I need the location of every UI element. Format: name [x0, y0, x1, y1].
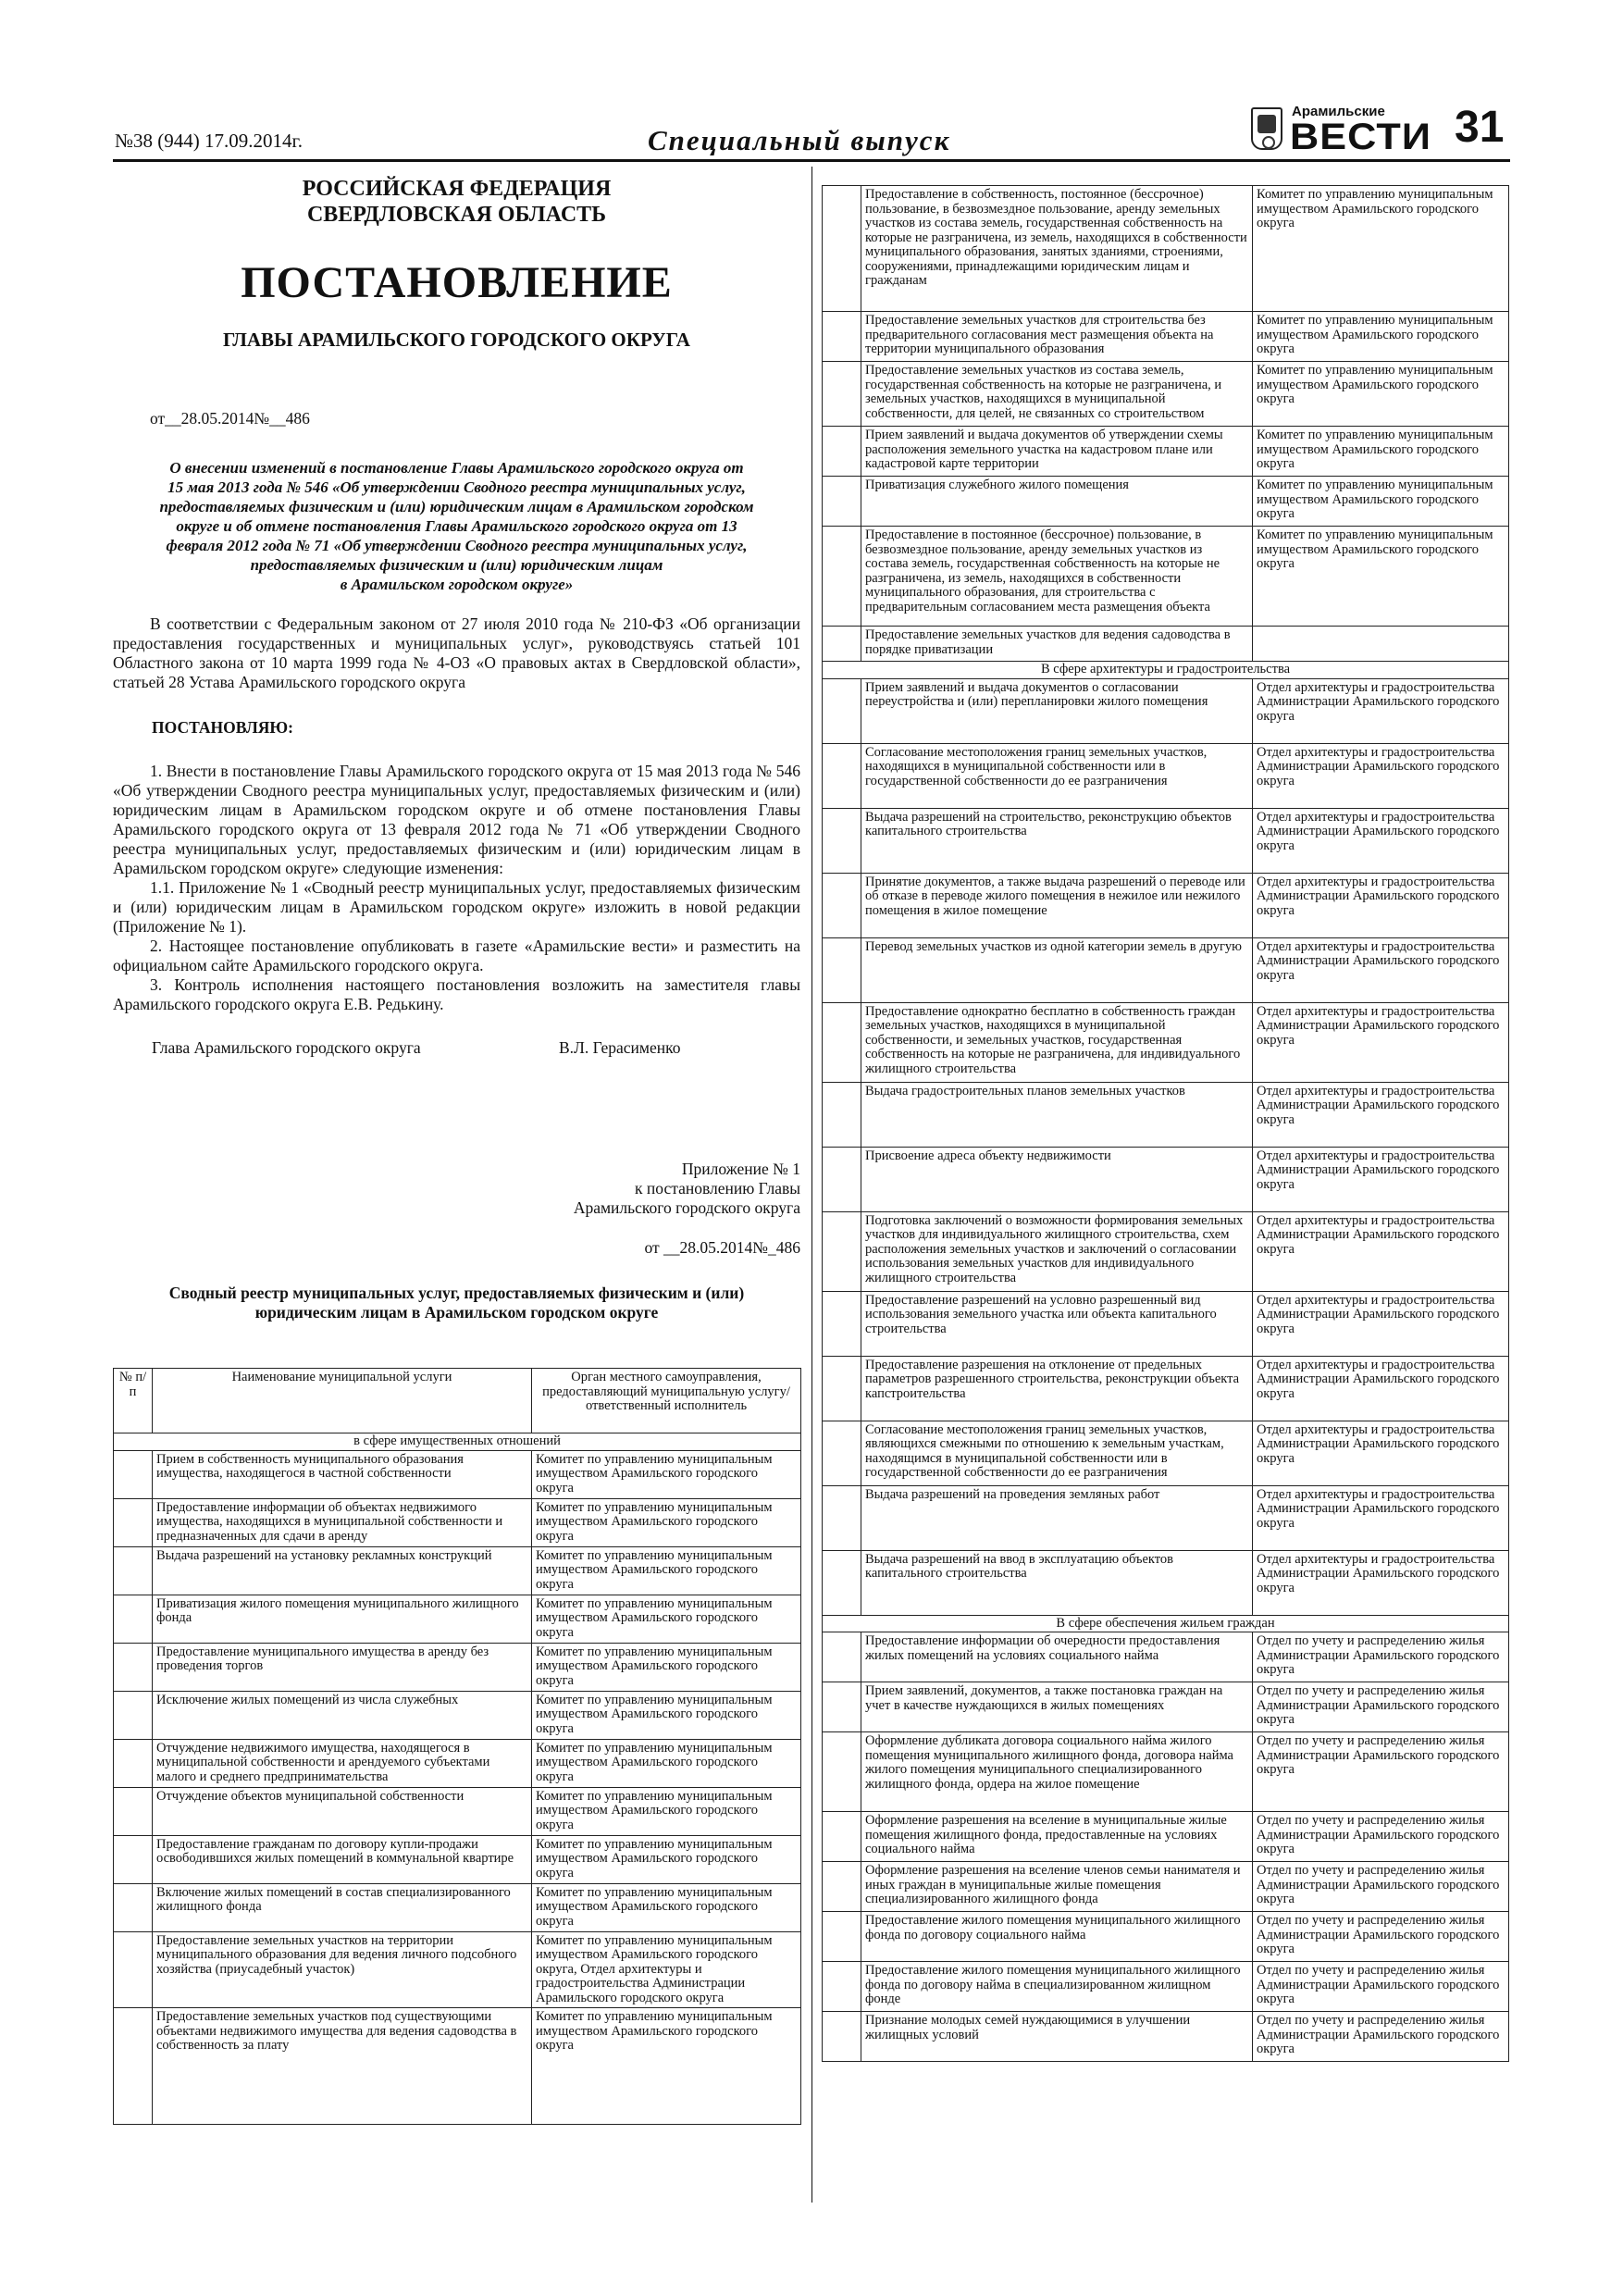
table-row	[823, 1485, 1509, 1550]
row-number	[823, 1682, 861, 1732]
service-name: Предоставление в постоянное (бессрочное) пользование, в безвозмездное пользование, аренду земельных участков из состава земель, государственная собственность на которые не разграничена, из земель, находящихся в собственности муниципального образования, для строительства с предварительным согласованием места размещения объекта	[861, 527, 1253, 627]
col-number: № п/п	[114, 1369, 153, 1433]
row-number	[114, 1835, 153, 1883]
responsible-organ: Комитет по управлению муниципальным имуществом Арамильского городского округа	[532, 1546, 801, 1595]
signature-block	[113, 1038, 800, 1058]
row-number	[114, 1691, 153, 1739]
service-name: Согласование местоположения границ земельных участков, находящихся в муниципальной собственности или в государственной собственности до ее разграничения	[861, 743, 1253, 808]
service-name: Прием заявлений и выдача документов о согласовании переустройства и (или) перепланировки жилого помещения	[861, 678, 1253, 743]
table-row	[823, 937, 1509, 1002]
section-row	[823, 1615, 1509, 1632]
service-name: Исключение жилых помещений из числа служебных	[153, 1691, 532, 1739]
table-row	[823, 1962, 1509, 2012]
section-row	[823, 662, 1509, 679]
logo-main-text: ВЕСТИ	[1290, 117, 1431, 157]
row-number	[823, 1912, 861, 1962]
col-service-name: Наименование муниципальной услуги	[153, 1369, 532, 1433]
table-row	[823, 1550, 1509, 1615]
service-name: Оформление дубликата договора социального найма жилого помещения муниципального жилищного фонда, договора найма жилого помещения муниципального специализированного жилищного фонда, ордера на жилое помещение	[861, 1732, 1253, 1812]
table-row	[114, 1498, 801, 1546]
section-row	[114, 1433, 801, 1451]
service-name: Предоставление муниципального имущества в аренду без проведения торгов	[153, 1643, 532, 1691]
responsible-organ: Комитет по управлению муниципальным имуществом Арамильского городского округа	[532, 1595, 801, 1643]
service-name: Выдача разрешений на проведения земляных работ	[861, 1485, 1253, 1550]
signer-name: В.Л. Герасименко	[559, 1038, 681, 1057]
row-number	[114, 1787, 153, 1835]
title-line: О внесении изменений в постановление Главы Арамильского городского округа от	[169, 459, 744, 477]
row-number	[823, 427, 861, 477]
responsible-organ: Комитет по управлению муниципальным имуществом Арамильского городского округа	[532, 1835, 801, 1883]
responsible-organ: Комитет по управлению муниципальным имуществом Арамильского городского округа	[1253, 362, 1509, 427]
row-number	[823, 1962, 861, 2012]
responsible-organ: Комитет по управлению муниципальным имуществом Арамильского городского округа	[532, 1643, 801, 1691]
row-number	[823, 1421, 861, 1485]
table-header-row	[114, 1369, 801, 1433]
table-row	[823, 1682, 1509, 1732]
table-row	[823, 1291, 1509, 1356]
document-type: ПОСТАНОВЛЕНИЕ	[241, 258, 673, 307]
responsible-organ: Отдел архитектуры и градостроительства Администрации Арамильского городского округа	[1253, 1356, 1509, 1421]
row-number	[114, 1498, 153, 1546]
appendix-block	[113, 1160, 800, 1322]
issue-info: №38 (944) 17.09.2014г.	[115, 130, 304, 152]
service-name: Предоставление в собственность, постоянное (бессрочное) пользование, в безвозмездное пользование, аренду земельных участков из состава земель, государственная собственность на которые не разграничена, из земель, находящихся в собственности муниципального образования, занятых зданиями, строениями, сооружениями, принадлежащими юридическим лицам и гражданам	[861, 186, 1253, 312]
signer-role: Глава Арамильского городского округа	[152, 1038, 421, 1057]
row-number	[823, 1732, 861, 1812]
title-line: февраля 2012 года № 71 «Об утверждении Сводного реестра муниципальных услуг,	[166, 537, 748, 554]
item-2: 2. Настоящее постановление опубликовать в газете «Арамильские вести» и разместить на официальном сайте Арамильского городского округа.	[113, 937, 800, 974]
table-row	[823, 186, 1509, 312]
responsible-organ: Отдел архитектуры и градостроительства Администрации Арамильского городского округа	[1253, 1485, 1509, 1550]
newspaper-logo	[1251, 104, 1431, 157]
item-1: 1. Внести в постановление Главы Арамильского городского округа от 15 мая 2013 года № 546 «Об утверждении Сводного реестра муниципальных услуг, предоставляемых физическим и (или) юридическим лицам в Арамильском городском округе и об отмене постановления Главы Арамильского городского округа от 13 февраля 2012 года № 71 «Об утверждении Сводного реестра муниципальных услуг, предоставляемых физическим и (или) юридическим лицам в Арамильском городском округе» следующие изменения:	[113, 762, 800, 877]
responsible-organ: Отдел по учету и распределению жилья Администрации Арамильского городского округа	[1253, 2012, 1509, 2062]
service-name: Предоставление информации об объектах недвижимого имущества, находящихся в муниципальной собственности и предназначенных для сдачи в аренду	[153, 1498, 532, 1546]
table-row	[823, 1421, 1509, 1485]
registry-table-left	[113, 1368, 801, 2125]
coat-of-arms-icon	[1251, 107, 1282, 150]
table-row	[823, 527, 1509, 627]
table-row	[114, 1546, 801, 1595]
responsible-organ: Комитет по управлению муниципальным имуществом Арамильского городского округа	[1253, 427, 1509, 477]
service-name: Признание молодых семей нуждающимися в улучшении жилищных условий	[861, 2012, 1253, 2062]
registry-table-right	[822, 185, 1509, 2062]
table-row	[114, 1835, 801, 1883]
responsible-organ: Комитет по управлению муниципальным имуществом Арамильского городского округа	[1253, 477, 1509, 527]
appendix-date: от __28.05.2014№_486	[644, 1238, 800, 1257]
col-organ: Орган местного самоуправления, предоставляющий муниципальную услугу/ ответственный исполнитель	[532, 1369, 801, 1433]
service-name: Предоставление гражданам по договору купли-продажи освободившихся жилых помещений в коммунальной квартире	[153, 1835, 532, 1883]
table-row	[114, 1595, 801, 1643]
title-line: округе и об отмене постановления Главы Арамильского городского округа от 13	[176, 517, 737, 535]
table-row	[114, 1691, 801, 1739]
responsible-organ: Отдел по учету и распределению жилья Администрации Арамильского городского округа	[1253, 1732, 1509, 1812]
table-row	[114, 1883, 801, 1931]
service-name: Предоставление жилого помещения муниципального жилищного фонда по договору социального найма	[861, 1912, 1253, 1962]
responsible-organ: Отдел по учету и распределению жилья Администрации Арамильского городского округа	[1253, 1862, 1509, 1912]
newspaper-header	[0, 0, 1623, 167]
appendix-line: Арамильского городского округа	[573, 1198, 800, 1217]
service-name: Выдача разрешений на установку рекламных конструкций	[153, 1546, 532, 1595]
responsible-organ: Отдел архитектуры и градостроительства Администрации Арамильского городского округа	[1253, 1082, 1509, 1147]
service-name: Предоставление земельных участков на территории муниципального образования для ведения личного подсобного хозяйства (приусадебный участок)	[153, 1931, 532, 2008]
table-row	[823, 1912, 1509, 1962]
table-row	[114, 2008, 801, 2125]
service-name: Предоставление однократно бесплатно в собственность граждан земельных участков, находящихся в муниципальной собственности, и земельных участков, государственная собственность на которые не разграничена, для индивидуального жилищного строительства	[861, 1002, 1253, 1082]
responsible-organ: Отдел архитектуры и градостроительства Администрации Арамильского городского округа	[1253, 1002, 1509, 1082]
row-number	[114, 1450, 153, 1498]
row-number	[823, 312, 861, 362]
service-name: Предоставление разрешений на условно разрешенный вид использования земельного участка или объекта капитального строительства	[861, 1291, 1253, 1356]
responsible-organ: Комитет по управлению муниципальным имуществом Арамильского городского округа	[532, 1691, 801, 1739]
table-row	[114, 1643, 801, 1691]
table-row	[823, 1147, 1509, 1211]
document-date: от__28.05.2014№__486	[150, 409, 310, 428]
service-name: Отчуждение объектов муниципальной собственности	[153, 1787, 532, 1835]
row-number	[114, 1546, 153, 1595]
registry-title: Сводный реестр муниципальных услуг, предоставляемых физическим и (или) юридическим лицам в Арамильском городском округе	[168, 1284, 745, 1322]
service-name: Включение жилых помещений в состав специализированного жилищного фонда	[153, 1883, 532, 1931]
row-number	[823, 1002, 861, 1082]
table-row	[823, 678, 1509, 743]
row-number	[114, 1643, 153, 1691]
responsible-organ: Комитет по управлению муниципальным имуществом Арамильского городского округа	[532, 1498, 801, 1546]
row-number	[823, 527, 861, 627]
service-name: Предоставление разрешения на отклонение от предельных параметров разрешенного строительства, реконструкции объекта капстроительства	[861, 1356, 1253, 1421]
row-number	[823, 2012, 861, 2062]
row-number	[114, 1739, 153, 1787]
table-row	[114, 1739, 801, 1787]
row-number	[114, 2008, 153, 2125]
responsible-organ: Отдел по учету и распределению жилья Администрации Арамильского городского округа	[1253, 1962, 1509, 2012]
country: РОССИЙСКАЯ ФЕДЕРАЦИЯ	[302, 177, 612, 201]
responsible-organ: Отдел архитектуры и градостроительства Администрации Арамильского городского округа	[1253, 873, 1509, 937]
service-name: Присвоение адреса объекту недвижимости	[861, 1147, 1253, 1211]
appendix-line: Приложение № 1	[681, 1160, 800, 1178]
row-number	[114, 1883, 153, 1931]
section-title: В сфере архитектуры и градостроительства	[823, 662, 1509, 679]
responsible-organ: Комитет по управлению муниципальным имуществом Арамильского городского округа	[1253, 186, 1509, 312]
service-name: Оформление разрешения на вселение в муниципальные жилые помещения жилищного фонда, предоставленные на условиях социального найма	[861, 1812, 1253, 1862]
service-name: Прием в собственность муниципального образования имущества, находящегося в частной собственности	[153, 1450, 532, 1498]
table-row	[823, 1211, 1509, 1291]
row-number	[823, 678, 861, 743]
row-number	[823, 1291, 861, 1356]
table-row	[114, 1931, 801, 2008]
responsible-organ: Комитет по управлению муниципальным имуществом Арамильского городского округа	[532, 1739, 801, 1787]
table-row	[823, 1632, 1509, 1682]
responsible-organ: Отдел архитектуры и градостроительства Администрации Арамильского городского округа	[1253, 937, 1509, 1002]
service-name: Прием заявлений и выдача документов об утверждении схемы расположения земельного участка на кадастровом плане или кадастровой карте территории	[861, 427, 1253, 477]
responsible-organ: Комитет по управлению муниципальным имуществом Арамильского городского округа, Отдел архитектуры и градостроительства Администрации Арамильского городского округа	[532, 1931, 801, 2008]
service-name: Предоставление земельных участков под существующими объектами недвижимого имущества для ведения садоводства в собственность за плату	[153, 2008, 532, 2125]
responsible-organ: Отдел по учету и распределению жилья Администрации Арамильского городского округа	[1253, 1912, 1509, 1962]
document-issuer: ГЛАВЫ АРАМИЛЬСКОГО ГОРОДСКОГО ОКРУГА	[223, 329, 690, 351]
responsible-organ: Отдел по учету и распределению жилья Администрации Арамильского городского округа	[1253, 1812, 1509, 1862]
service-name: Предоставление земельных участков из состава земель, государственная собственность на которые не разграничена, и земельных участков, находящихся в муниципальной собственности, для целей, не связанных со строительством	[861, 362, 1253, 427]
table-row	[823, 477, 1509, 527]
service-name: Перевод земельных участков из одной категории земель в другую	[861, 937, 1253, 1002]
responsible-organ: Комитет по управлению муниципальным имуществом Арамильского городского округа	[532, 1883, 801, 1931]
item-1-1: 1.1. Приложение № 1 «Сводный реестр муниципальных услуг, предоставляемых физическим и (или) юридическим лицам в Арамильском городском округе» изложить в новой редакции (Приложение № 1).	[113, 878, 800, 936]
table-row	[823, 873, 1509, 937]
table-row	[823, 1812, 1509, 1862]
table-row	[823, 1082, 1509, 1147]
responsible-organ: Комитет по управлению муниципальным имуществом Арамильского городского округа	[532, 2008, 801, 2125]
service-name: Принятие документов, а также выдача разрешений о переводе или об отказе в переводе жилого помещения в нежилое или нежилого помещения в жилое помещение	[861, 873, 1253, 937]
table-row	[823, 312, 1509, 362]
region: СВЕРДЛОВСКАЯ ОБЛАСТЬ	[306, 203, 607, 227]
row-number	[114, 1595, 153, 1643]
left-column	[113, 176, 800, 1322]
service-name: Предоставление земельных участков для ведения садоводства в порядке приватизации	[861, 627, 1253, 662]
row-number	[823, 362, 861, 427]
row-number	[114, 1931, 153, 2008]
row-number	[823, 1550, 861, 1615]
row-number	[823, 743, 861, 808]
row-number	[823, 1082, 861, 1147]
header-rule	[113, 159, 1510, 162]
item-3: 3. Контроль исполнения настоящего постановления возложить на заместителя главы Арамильского городского округа Е.В. Редькину.	[113, 975, 800, 1013]
table-row	[823, 1732, 1509, 1812]
responsible-organ: Отдел архитектуры и градостроительства Администрации Арамильского городского округа	[1253, 808, 1509, 873]
service-name: Выдача разрешений на строительство, реконструкцию объектов капитального строительства	[861, 808, 1253, 873]
responsible-organ: Комитет по управлению муниципальным имуществом Арамильского городского округа	[532, 1787, 801, 1835]
row-number	[823, 937, 861, 1002]
service-name: Предоставление земельных участков для строительства без предварительного согласования мест размещения объекта на территории муниципального образования	[861, 312, 1253, 362]
table-row	[823, 1862, 1509, 1912]
responsible-organ: Отдел архитектуры и градостроительства Администрации Арамильского городского округа	[1253, 1147, 1509, 1211]
responsible-organ: Отдел архитектуры и градостроительства Администрации Арамильского городского округа	[1253, 678, 1509, 743]
row-number	[823, 477, 861, 527]
responsible-organ: Комитет по управлению муниципальным имуществом Арамильского городского округа	[1253, 527, 1509, 627]
row-number	[823, 808, 861, 873]
responsible-organ: Отдел по учету и распределению жилья Администрации Арамильского городского округа	[1253, 1632, 1509, 1682]
row-number	[823, 873, 861, 937]
service-name: Приватизация жилого помещения муниципального жилищного фонда	[153, 1595, 532, 1643]
section-title: в сфере имущественных отношений	[114, 1433, 801, 1451]
table-row	[823, 743, 1509, 808]
title-line: 15 мая 2013 года № 546 «Об утверждении Сводного реестра муниципальных услуг,	[167, 478, 746, 496]
special-issue-label: Специальный выпуск	[648, 124, 951, 156]
table-row	[823, 627, 1509, 662]
intro-paragraph: В соответствии с Федеральным законом от 27 июля 2010 года № 210-ФЗ «Об организации предоставления государственных и муниципальных услуг», руководствуясь статьей 101 Областного закона от 10 марта 1999 года № 4-ОЗ «О правовых актах в Свердловской области», статьей 28 Устава Арамильского городского округа	[113, 614, 800, 691]
responsible-organ: Отдел архитектуры и градостроительства Администрации Арамильского городского округа	[1253, 1421, 1509, 1485]
row-number	[823, 1147, 861, 1211]
appendix-line: к постановлению Главы	[635, 1179, 800, 1198]
service-name: Предоставление информации об очередности предоставления жилых помещений на условиях социального найма	[861, 1632, 1253, 1682]
responsible-organ: Отдел архитектуры и градостроительства Администрации Арамильского городского округа	[1253, 1211, 1509, 1291]
responsible-organ: Отдел по учету и распределению жилья Администрации Арамильского городского округа	[1253, 1682, 1509, 1732]
service-name: Предоставление жилого помещения муниципального жилищного фонда по договору найма в специализированном жилищном фонде	[861, 1962, 1253, 2012]
table-row	[823, 1002, 1509, 1082]
responsible-organ: Отдел архитектуры и градостроительства Администрации Арамильского городского округа	[1253, 743, 1509, 808]
responsible-organ: Отдел архитектуры и градостроительства Администрации Арамильского городского округа	[1253, 1550, 1509, 1615]
title-line: в Арамильском городском округе»	[340, 576, 574, 593]
table-row	[823, 2012, 1509, 2062]
table-row	[114, 1787, 801, 1835]
service-name: Подготовка заключений о возможности формирования земельных участков для индивидуального жилищного строительства, схем расположения земельных участков и заключений о согласовании использования земельных участков для индивидуального жилищного строительства	[861, 1211, 1253, 1291]
responsible-organ: Комитет по управлению муниципальным имуществом Арамильского городского округа	[532, 1450, 801, 1498]
responsible-organ	[1253, 627, 1509, 662]
row-number	[823, 1862, 861, 1912]
row-number	[823, 1632, 861, 1682]
service-name: Согласование местоположения границ земельных участков, являющихся смежными по отношению к земельным участкам, находящимся в муниципальной собственности или в государственной собственности до ее разграничения	[861, 1421, 1253, 1485]
row-number	[823, 1356, 861, 1421]
logo-top-text: Арамильские	[1292, 104, 1385, 119]
row-number	[823, 1485, 861, 1550]
title-line: предоставляемых физическим и (или) юридическим лицам в Арамильском городском	[159, 498, 754, 515]
section-title: В сфере обеспечения жильем граждан	[823, 1615, 1509, 1632]
service-name: Оформление разрешения на вселение членов семьи нанимателя и иных граждан в муниципальные жилые помещения специализированного жилищного фонда	[861, 1862, 1253, 1912]
table-row	[823, 362, 1509, 427]
service-name: Выдача разрешений на ввод в эксплуатацию объектов капитального строительства	[861, 1550, 1253, 1615]
responsible-organ: Отдел архитектуры и градостроительства Администрации Арамильского городского округа	[1253, 1291, 1509, 1356]
service-name: Выдача градостроительных планов земельных участков	[861, 1082, 1253, 1147]
row-number	[823, 627, 861, 662]
document-title	[113, 458, 800, 594]
row-number	[823, 1812, 861, 1862]
row-number	[823, 1211, 861, 1291]
table-row	[823, 808, 1509, 873]
table-row	[823, 1356, 1509, 1421]
responsible-organ: Комитет по управлению муниципальным имуществом Арамильского городского округа	[1253, 312, 1509, 362]
resolve-heading: ПОСТАНОВЛЯЮ:	[152, 718, 293, 737]
service-name: Приватизация служебного жилого помещения	[861, 477, 1253, 527]
service-name: Прием заявлений, документов, а также постановка граждан на учет в качестве нуждающихся в жилых помещениях	[861, 1682, 1253, 1732]
table-row	[114, 1450, 801, 1498]
service-name: Отчуждение недвижимого имущества, находящегося в муниципальной собственности и арендуемого субъектами малого и среднего предпринимательства	[153, 1739, 532, 1787]
page-number: 31	[1455, 103, 1505, 152]
title-line: предоставляемых физическим и (или) юридическим лицам	[250, 556, 663, 574]
table-row	[823, 427, 1509, 477]
row-number	[823, 186, 861, 312]
